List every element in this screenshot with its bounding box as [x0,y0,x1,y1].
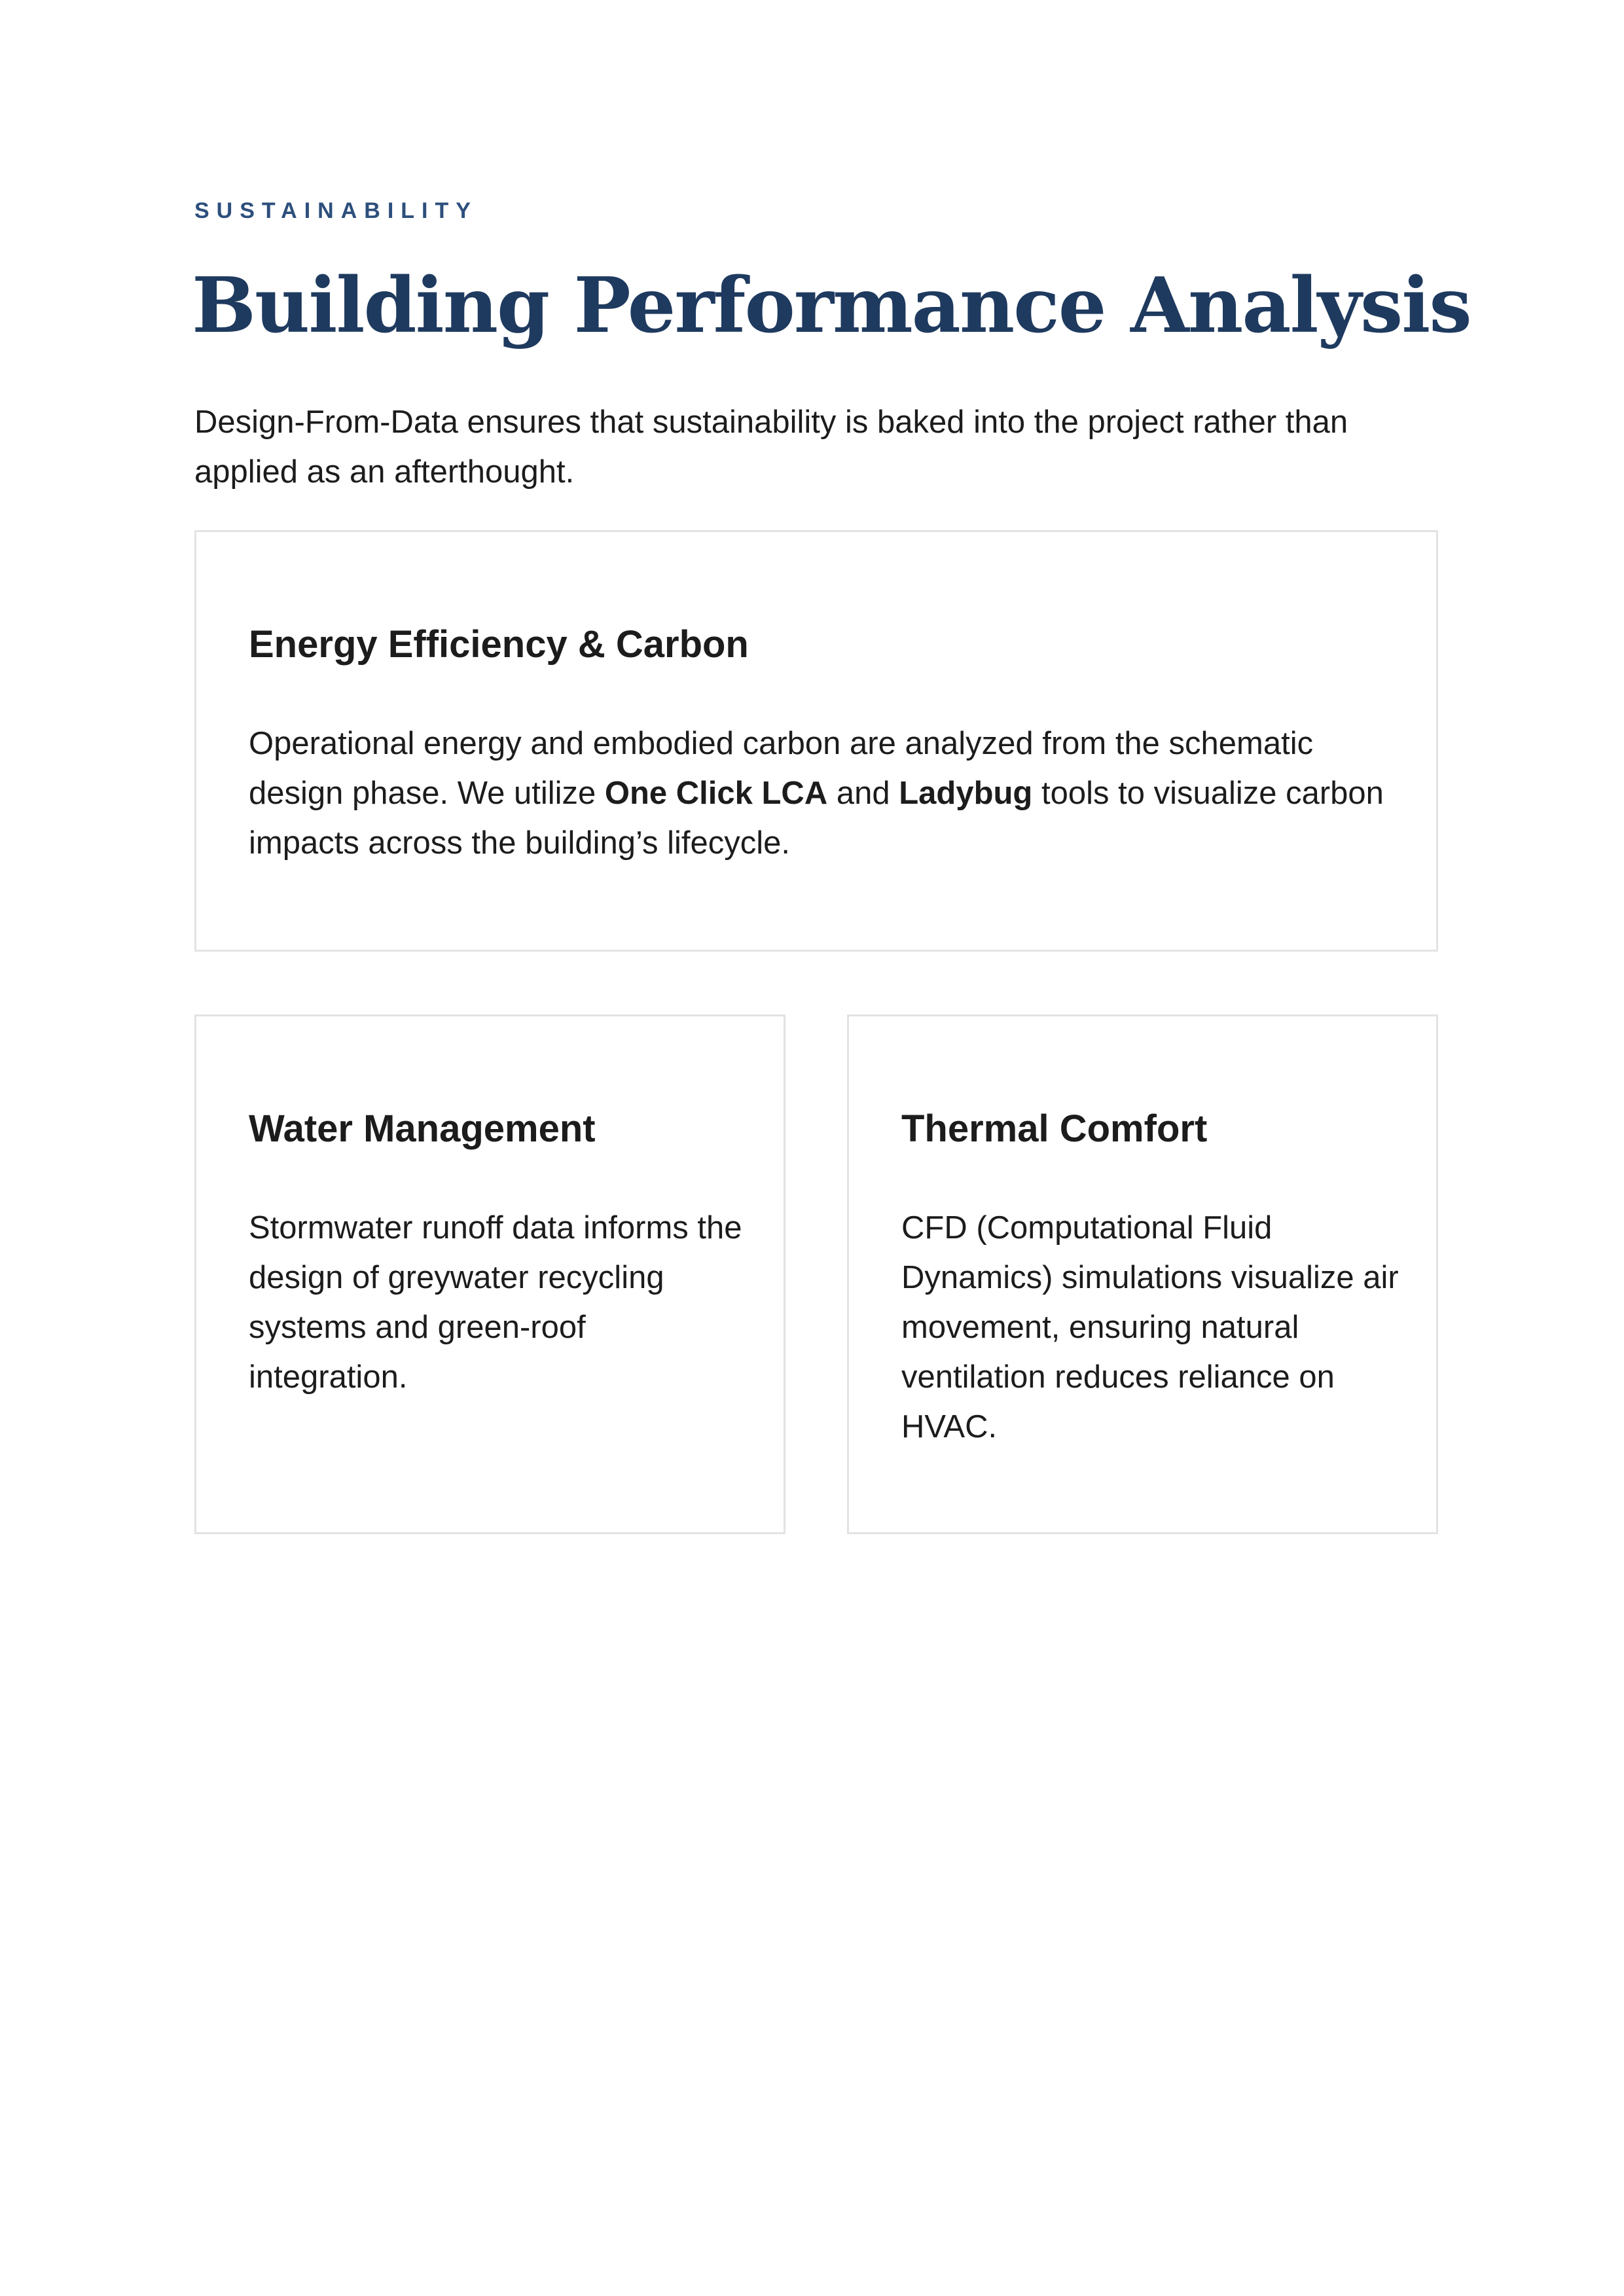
water-management-card [194,1014,785,1534]
energy-body-text-and: and [827,776,899,811]
page-title: Building Performance Analysis [192,261,1471,350]
thermal-comfort-card [847,1014,1438,1534]
energy-carbon-body [249,719,1401,868]
intro-paragraph: Design-From-Data ensures that sustainability is baked into the project rather than applied as an afterthought. [194,404,1348,490]
tool-ladybug: Ladybug [899,776,1033,811]
water-management-title: Water Management [249,1107,596,1150]
energy-carbon-card [194,530,1438,952]
section-eyebrow: SUSTAINABILITY [194,198,478,223]
energy-body-text-end: tools to visualize carbon impacts across the building’s lifecycle. [249,776,1384,861]
tool-one-click-lca: One Click LCA [604,776,828,811]
thermal-comfort-body: CFD (Computational Fluid Dynamics) simulations visualize air movement, ensuring natural ventilation reduces reliance on HVAC. [901,1210,1399,1444]
water-management-body: Stormwater runoff data informs the design of greywater recycling systems and green-roof integration. [249,1210,742,1395]
energy-body-text-start: Operational energy and embodied carbon are analyzed from the schematic design phase. We utilize [249,726,1314,811]
thermal-comfort-title: Thermal Comfort [901,1107,1208,1150]
energy-carbon-title: Energy Efficiency & Carbon [249,623,749,666]
